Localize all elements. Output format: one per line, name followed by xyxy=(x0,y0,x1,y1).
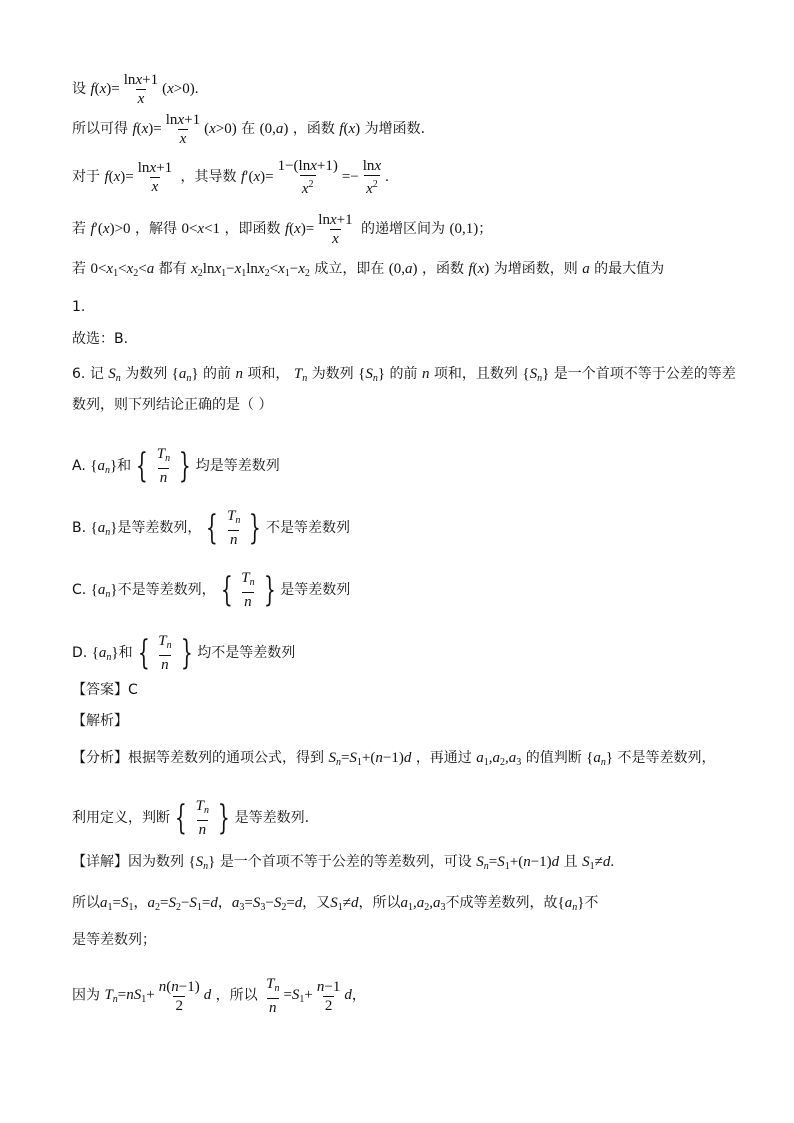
math-fx: f(x)= $\frac{\ln x+1}{x}$ (x>0). xyxy=(90,72,199,107)
math-Tn-over-n: { $\frac{T_n}{n}$ } xyxy=(136,446,191,486)
text: 不 xyxy=(584,895,599,911)
answer-tag: 【答案】 xyxy=(72,682,128,698)
math-an: $\{a_n\}$ xyxy=(171,366,199,384)
text: 根据等差数列的通项公式，得到 xyxy=(128,750,324,766)
math-Tn-formula: $T_n=nS_1+$ $\frac{n(n-1)}{2}$ d xyxy=(104,978,212,1014)
text: 均不是等差数列 xyxy=(197,645,296,661)
solution-line-7: 故选：B. xyxy=(72,331,129,347)
math-ineq: $0<x_1<x_2<a$ xyxy=(90,261,155,279)
text: 设 xyxy=(72,80,86,97)
xiangjie-line-3: 是等差数列； xyxy=(72,932,156,948)
fenxi-line-1 xyxy=(72,748,716,773)
solution-line-6: 1. xyxy=(72,299,86,315)
option-label: C. xyxy=(72,582,87,598)
solution-line-4: 若 f′(x)>0 ，解得 0<x<1 ，即函数 f(x)= $\frac{\ln x+1}{x}$ 的递增区间为 (0,1)； xyxy=(72,212,493,247)
math-fx: f(x)= $\frac{\ln x+1}{x}$ (x>0) xyxy=(132,112,237,147)
text: 为增函数，则 xyxy=(493,261,578,277)
math-ineq: f′(x)>0 xyxy=(90,220,131,237)
text: 因为数列 xyxy=(128,854,184,870)
math-Tn-over-n: { $\frac{T_n}{n}$ } xyxy=(220,570,276,610)
math-ineq: 0<x<1 xyxy=(181,220,221,237)
text: 项和，且数列 xyxy=(433,366,518,382)
text: 因为 xyxy=(72,987,100,1004)
option-a[interactable] xyxy=(72,446,280,486)
math-a123: $a_1,a_2,a_3$ xyxy=(476,750,522,768)
math-a: a xyxy=(582,261,590,277)
text: 为数列 xyxy=(311,366,354,382)
text: 的前 xyxy=(203,366,232,382)
answer-value: C xyxy=(128,682,138,698)
text: 不是等差数列， xyxy=(617,750,716,766)
solution-line-1 xyxy=(72,72,198,107)
xiangjie-line-1 xyxy=(72,852,614,877)
answer-line xyxy=(72,680,138,700)
math-a3: $a_3=S_3-S_2=d$ xyxy=(231,895,303,913)
math-interval: (0,a) xyxy=(388,261,418,277)
text: 是一个首项不等于公差的等差数列，可设 xyxy=(219,854,472,870)
text: 的值判断 xyxy=(525,750,582,766)
math-interval: (0,a) xyxy=(259,120,289,137)
text: ，又 xyxy=(302,895,331,911)
text: 的递增区间为 xyxy=(361,220,446,237)
analysis-tag: 【解析】 xyxy=(72,713,128,729)
text: 是等差数列， xyxy=(117,520,202,536)
math-Sn-formula: $S_n=S_1+(n-1)d$ xyxy=(476,854,560,872)
xiangjie-line-2 xyxy=(72,893,598,918)
math-derivative: f′(x)= $\frac{1-(\ln x+1)}{x^2}$ =− $\frac{\ln x}{x^2}$ . xyxy=(240,158,389,197)
math-Tn-over-n: { $\frac{T_n}{n}$ } xyxy=(137,633,193,673)
math-fx: f(x) xyxy=(468,261,490,277)
solution-line-5 xyxy=(72,259,664,284)
text: ，解得 xyxy=(135,220,177,237)
math-an: $\{a_n\}$ xyxy=(586,750,614,768)
math-Tn-over-n: { $\frac{T_n}{n}$ } xyxy=(206,508,262,548)
math-an: $\{a_n\}$ xyxy=(557,895,585,913)
text: 都有 xyxy=(158,261,187,277)
math-Sn-seq: $\{S_n\}$ xyxy=(522,366,550,384)
math-Sn-seq: $\{S_n\}$ xyxy=(358,366,386,384)
text: 是一个首项不等于公差的等差 xyxy=(553,366,736,382)
text: 是等差数列 xyxy=(280,582,351,598)
text: 不是等差数列， xyxy=(117,582,216,598)
text: 在 xyxy=(241,120,256,137)
text: 成立，即在 xyxy=(314,261,385,277)
math-ineq: $x_2\ln x_1-x_1\ln x_2<x_1-x_2$ xyxy=(191,261,310,279)
text: 利用定义，判断 xyxy=(72,810,170,826)
math-interval: (0,1) xyxy=(449,220,479,237)
math-Sn-seq: $\{S_n\}$ xyxy=(188,854,216,872)
text: 为数列 xyxy=(125,366,168,382)
text: 且 xyxy=(563,854,578,870)
question-number: 6. xyxy=(72,366,86,382)
math-fx: f(x)= $\frac{\ln x+1}{x}$ xyxy=(284,212,353,247)
math-Tn: $T_n$ xyxy=(293,366,308,384)
math-S1-ne-d: $S_1\ne d$ xyxy=(330,895,359,913)
math-an: $\{a_n\}$ xyxy=(90,582,118,600)
text: 和 xyxy=(118,645,133,661)
text: 不是等差数列 xyxy=(266,520,351,536)
text: 的最大值为 xyxy=(594,261,665,277)
text: ，其导数 xyxy=(180,168,237,185)
math-fx: f(x)= $\frac{\ln x+1}{x}$ xyxy=(104,160,173,195)
text: ， xyxy=(133,895,148,911)
math-Tn-over-n: { $\frac{T_n}{n}$ } xyxy=(174,798,230,838)
text: 的前 xyxy=(389,366,418,382)
text: ，所以 xyxy=(215,987,258,1004)
math-Tn-over-n-formula: $\frac{T_n}{n}$ $=S_1+$ $\frac{n-1}{2}$ d xyxy=(266,976,352,1016)
option-b[interactable] xyxy=(72,508,350,548)
math-a2: $a_2=S_2-S_1=d$ xyxy=(147,895,218,913)
text: 均是等差数列 xyxy=(195,458,280,474)
math-a123: $a_1,a_2,a_3$ xyxy=(400,895,446,913)
solution-line-3 xyxy=(72,158,389,197)
text: 是等差数列. xyxy=(234,810,310,826)
math-n: n xyxy=(235,366,243,382)
math-S1-ne-d: $S_1\ne d$. xyxy=(582,854,615,872)
text: 若 xyxy=(72,220,86,237)
text: 所以 xyxy=(72,895,100,911)
math-an: $\{a_n\}$ xyxy=(90,458,118,476)
option-label: B. xyxy=(72,520,87,536)
text: 所以可得 xyxy=(72,120,128,137)
fenxi-tag: 【分析】 xyxy=(72,750,128,766)
text: 为增函数. xyxy=(364,120,426,137)
math-Sn-formula: $S_n=S_1+(n-1)d$ xyxy=(328,750,412,768)
option-d[interactable] xyxy=(72,633,295,673)
text: 对于 xyxy=(72,168,100,185)
fenxi-line-2 xyxy=(72,798,309,838)
text: 若 xyxy=(72,261,86,277)
solution-line-2 xyxy=(72,112,425,147)
text: ， xyxy=(351,987,366,1004)
text: 项和， xyxy=(247,366,290,382)
text: ， xyxy=(217,895,232,911)
xiangjie-line-4 xyxy=(72,976,366,1016)
option-label: D. xyxy=(72,645,88,661)
text: ，再通过 xyxy=(415,750,472,766)
math-fx: f(x) xyxy=(339,120,361,137)
text: ，函数 xyxy=(422,261,464,277)
math-a1: $a_1=S_1$ xyxy=(100,895,134,913)
option-c[interactable] xyxy=(72,570,350,610)
text: ，所以 xyxy=(358,895,401,911)
text: ，即函数 xyxy=(224,220,281,237)
text: 记 xyxy=(89,366,104,382)
math-an: $\{a_n\}$ xyxy=(90,520,118,538)
math-n: n xyxy=(421,366,430,382)
math-an: $\{a_n\}$ xyxy=(91,645,119,663)
xiangjie-tag: 【详解】 xyxy=(72,854,128,870)
text: 和 xyxy=(117,458,132,474)
question-stem xyxy=(72,364,736,389)
text: ，函数 xyxy=(292,120,335,137)
math-Sn: $S_n$ xyxy=(108,366,121,384)
question-stem-line-2: 数列，则下列结论正确的是（ ） xyxy=(72,397,273,413)
text: 不成等差数列，故 xyxy=(445,895,558,911)
option-label: A. xyxy=(72,458,86,474)
